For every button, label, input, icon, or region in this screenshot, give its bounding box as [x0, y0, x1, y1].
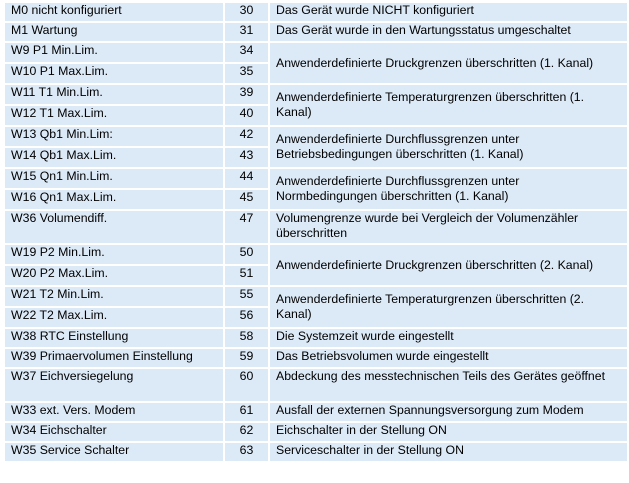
status-code: 44: [225, 169, 268, 188]
status-description: Anwenderdefinierte Durchflussgrenzen unter Normbedingungen überschritten (1. Kanal): [270, 169, 627, 209]
status-code: 39: [225, 85, 268, 104]
status-code: 61: [225, 403, 268, 421]
table-row: [5, 169, 627, 188]
status-code-table: [3, 1, 629, 463]
status-name: W34 Eichschalter: [5, 423, 223, 441]
status-name: W12 T1 Max.Lim.: [5, 106, 223, 125]
status-description: Anwenderdefinierte Druckgrenzen überschritten (1. Kanal): [270, 43, 627, 83]
status-code: 60: [225, 369, 268, 401]
status-description: Die Systemzeit wurde eingestellt: [270, 329, 627, 347]
table-row: [5, 3, 627, 21]
status-name: W14 Qb1 Max.Lim.: [5, 148, 223, 167]
status-description: Serviceschalter in der Stellung ON: [270, 443, 627, 461]
status-name: W19 P2 Min.Lim.: [5, 245, 223, 264]
status-description: Abdeckung des messtechnischen Teils des Gerätes geöffnet: [270, 369, 627, 401]
status-name: W15 Qn1 Min.Lim.: [5, 169, 223, 188]
table-row: [5, 287, 627, 306]
status-code: 47: [225, 211, 268, 243]
status-name: W21 T2 Min.Lim.: [5, 287, 223, 306]
status-name: M0 nicht konfiguriert: [5, 3, 223, 21]
status-code: 35: [225, 64, 268, 83]
status-name: W39 Primaervolumen Einstellung: [5, 349, 223, 367]
table-row: [5, 245, 627, 264]
status-code: 42: [225, 127, 268, 146]
status-description: Das Betriebsvolumen wurde eingestellt: [270, 349, 627, 367]
table-row: [5, 127, 627, 146]
table-row: [5, 369, 627, 401]
status-description: Anwenderdefinierte Temperaturgrenzen überschritten (1. Kanal): [270, 85, 627, 125]
status-description: Ausfall der externen Spannungsversorgung zum Modem: [270, 403, 627, 421]
status-description: Anwenderdefinierte Durchflussgrenzen unter Betriebsbedingungen überschritten (1. Kanal): [270, 127, 627, 167]
status-code: 55: [225, 287, 268, 306]
status-name: W35 Service Schalter: [5, 443, 223, 461]
status-code: 58: [225, 329, 268, 347]
status-code: 63: [225, 443, 268, 461]
status-description: Eichschalter in der Stellung ON: [270, 423, 627, 441]
status-name: W13 Qb1 Min.Lim:: [5, 127, 223, 146]
status-name: W22 T2 Max.Lim.: [5, 308, 223, 327]
status-description: Anwenderdefinierte Temperaturgrenzen überschritten (2. Kanal): [270, 287, 627, 327]
table-row: [5, 403, 627, 421]
status-code: 51: [225, 266, 268, 285]
status-code: 34: [225, 43, 268, 62]
status-description: Das Gerät wurde in den Wartungsstatus umgeschaltet: [270, 23, 627, 41]
status-name: W20 P2 Max.Lim.: [5, 266, 223, 285]
status-description: Volumengrenze wurde bei Vergleich der Volumenzähler überschritten: [270, 211, 627, 243]
status-description: Anwenderdefinierte Druckgrenzen überschritten (2. Kanal): [270, 245, 627, 285]
status-code: 56: [225, 308, 268, 327]
status-name: W36 Volumendiff.: [5, 211, 223, 243]
table-row: [5, 43, 627, 62]
table-row: [5, 23, 627, 41]
status-name: W37 Eichversiegelung: [5, 369, 223, 401]
status-name: W10 P1 Max.Lim.: [5, 64, 223, 83]
status-code: 59: [225, 349, 268, 367]
status-code: 62: [225, 423, 268, 441]
table-row: [5, 423, 627, 441]
status-description: Das Gerät wurde NICHT konfiguriert: [270, 3, 627, 21]
status-name: M1 Wartung: [5, 23, 223, 41]
status-name: W33 ext. Vers. Modem: [5, 403, 223, 421]
table-row: [5, 443, 627, 461]
table-row: [5, 349, 627, 367]
status-code: 43: [225, 148, 268, 167]
table-row: [5, 329, 627, 347]
status-code: 45: [225, 190, 268, 209]
status-name: W11 T1 Min.Lim.: [5, 85, 223, 104]
table-row: [5, 211, 627, 243]
status-name: W16 Qn1 Max.Lim.: [5, 190, 223, 209]
table-row: [5, 85, 627, 104]
status-code: 40: [225, 106, 268, 125]
status-name: W9 P1 Min.Lim.: [5, 43, 223, 62]
status-code: 31: [225, 23, 268, 41]
status-code: 50: [225, 245, 268, 264]
status-name: W38 RTC Einstellung: [5, 329, 223, 347]
status-code: 30: [225, 3, 268, 21]
